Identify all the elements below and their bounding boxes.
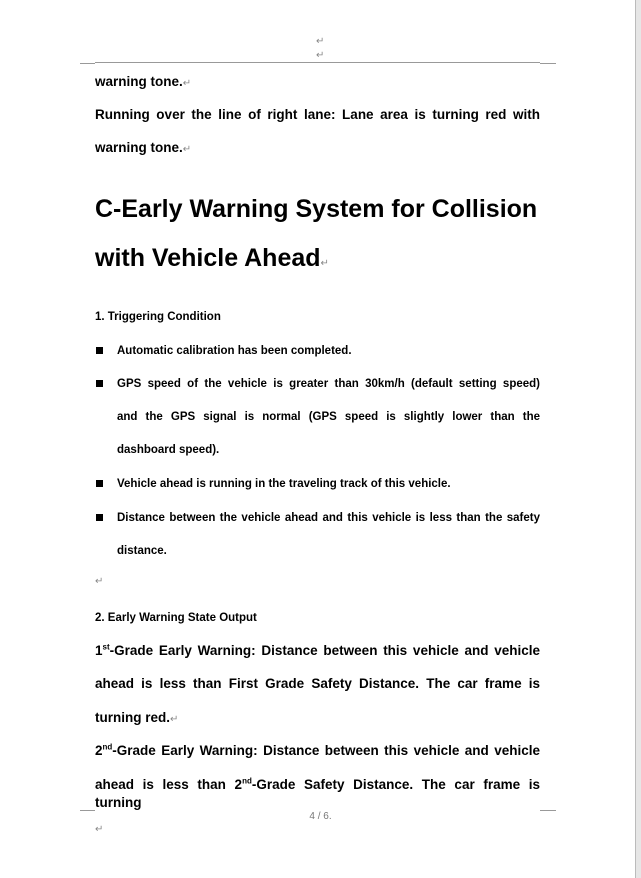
- body-line: 1st-Grade Early Warning: Distance between this vehicle and vehicle: [95, 642, 540, 658]
- body-line: ahead is less than 2nd-Grade Safety Distance. The car frame is turning: [95, 776, 540, 810]
- body-line: Running over the line of right lane: Lane area is turning red with: [95, 107, 540, 122]
- list-item: distance.: [117, 545, 167, 557]
- subsection-title: 2. Early Warning State Output: [95, 612, 257, 624]
- body-line: warning tone.↵: [95, 140, 192, 155]
- footer-mark: ↵: [95, 824, 104, 835]
- bullet-icon: [96, 514, 103, 521]
- header-mark: ↵: [316, 50, 325, 61]
- body-line: 2nd-Grade Early Warning: Distance between this vehicle and vehicle: [95, 742, 540, 758]
- paragraph-mark: ↵: [95, 576, 104, 587]
- margin-mark: [540, 63, 556, 64]
- bullet-icon: [96, 480, 103, 487]
- section-heading: C-Early Warning System for Collision: [95, 195, 538, 223]
- list-item: Vehicle ahead is running in the traveling track of this vehicle.: [117, 478, 451, 490]
- list-item: dashboard speed).: [117, 444, 220, 456]
- list-item: Distance between the vehicle ahead and this vehicle is less than the safety: [117, 512, 540, 524]
- bullet-icon: [96, 380, 103, 387]
- section-heading: with Vehicle Ahead↵: [95, 244, 329, 272]
- subsection-title: 1. Triggering Condition: [95, 311, 221, 323]
- list-item: GPS speed of the vehicle is greater than 30km/h (default setting speed): [117, 378, 540, 390]
- header-rule: [95, 62, 540, 63]
- scrollbar-edge: [635, 0, 641, 878]
- body-line: ahead is less than First Grade Safety Distance. The car frame is: [95, 676, 540, 691]
- bullet-icon: [96, 347, 103, 354]
- margin-mark: [80, 63, 95, 64]
- list-item: Automatic calibration has been completed.: [117, 345, 352, 357]
- header-mark: ↵: [316, 36, 325, 47]
- body-line: warning tone.↵: [95, 74, 192, 89]
- body-line: turning red.↵: [95, 710, 179, 725]
- list-item: and the GPS signal is normal (GPS speed is slightly lower than the: [117, 411, 540, 423]
- page-number: 4 / 6.: [309, 811, 332, 822]
